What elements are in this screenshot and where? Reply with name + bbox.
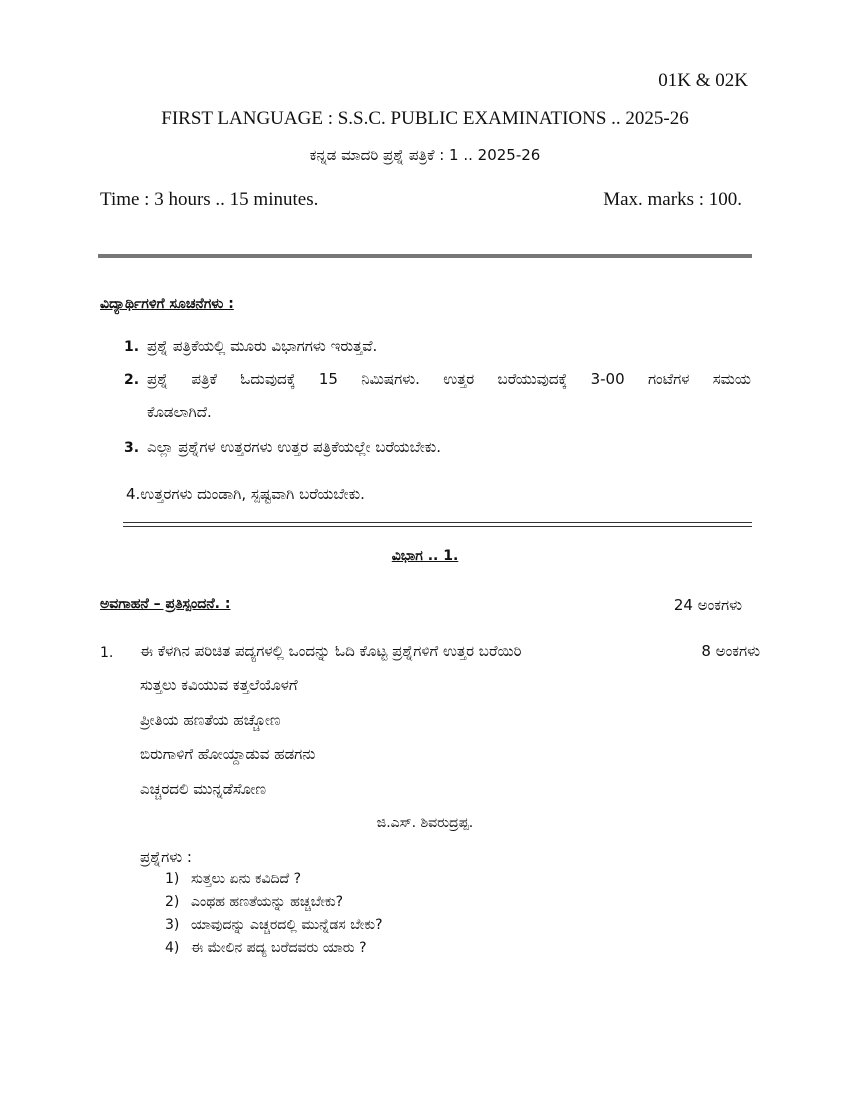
instruction-text: 4.ಉತ್ತರಗಳು ದುಂಡಾಗಿ, ಸ್ಪಷ್ಟವಾಗಿ ಬರೆಯಬೇಕು. (126, 485, 365, 503)
sub-question (165, 940, 367, 956)
part-title: ಅವಗಾಹನೆ – ಪ್ರತಿಸ್ಪಂದನೆ. : (100, 596, 231, 612)
header-divider (98, 254, 752, 258)
poem-line: ಬಿರುಗಾಳಿಗೆ ಹೋಯ್ದಾಡುವ ಹಡಗನು (140, 745, 316, 763)
part-marks: 24 ಅಂಕಗಳು (673, 596, 742, 614)
paper-code: 01K & 02K (658, 70, 748, 91)
question-number: 1. (100, 645, 114, 661)
poem-line: ಎಚ್ಚರದಲಿ ಮುನ್ನಡೆಸೋಣ (140, 780, 266, 798)
sub-question-text: ಈ ಮೇಲಿನ ಪದ್ಯ ಬರೆದವರು ಯಾರು ? (191, 940, 367, 956)
question-text: ಈ ಕೆಳಗಿನ ಪರಿಚಿತ ಪದ್ಯಗಳಲ್ಲಿ ಒಂದನ್ನು ಓದಿ ಕೊಟ್ಟ ಪ್ರಶ್ನೆಗಳಿಗೆ ಉತ್ತರ ಬರೆಯಿರಿ (140, 642, 522, 660)
sub-question-text: ಎಂಥಹ ಹಣತೆಯನ್ನು ಹಚ್ಚಬೇಕು? (191, 894, 344, 910)
instruction-text-continued: ಕೊಡಲಾಗಿದೆ. (147, 403, 212, 421)
poem-line: ಪ್ರೀತಿಯ ಹಣತೆಯ ಹಚ್ಚೋಣ (140, 711, 281, 729)
section-divider (123, 522, 752, 527)
time-allowed: Time : 3 hours .. 15 minutes. (100, 189, 319, 210)
instruction-text: ಎಲ್ಲಾ ಪ್ರಶ್ನೆಗಳ ಉತ್ತರಗಳು ಉತ್ತರ ಪತ್ರಿಕೆಯಲ್ಲೇ ಬರೆಯಬೇಕು. (147, 438, 442, 456)
poet-name: ಜಿ.ಎಸ್. ಶಿವರುದ್ರಪ್ಪ. (376, 815, 474, 831)
exam-title: FIRST LANGUAGE : S.S.C. PUBLIC EXAMINATIONS .. 2025-26 (161, 108, 689, 129)
section-title: ವಿಭಾಗ .. 1. (391, 548, 459, 564)
exam-subtitle: ಕನ್ನಡ ಮಾದರಿ ಪ್ರಶ್ನೆ ಪತ್ರಿಕೆ : 1 .. 2025-26 (309, 146, 541, 164)
sub-question-text: ಸುತ್ತಲು ಏನು ಕವಿದಿದೆ ? (191, 871, 302, 887)
sub-question-number: 4) (165, 940, 180, 956)
instruction-number: 3. (124, 440, 140, 456)
question-marks: 8 ಅಂಕಗಳು (701, 642, 760, 660)
instruction-text: ಪ್ರಶ್ನೆ ಪತ್ರಿಕೆ ಓದುವುದಕ್ಕೆ 15 ನಿಮಿಷಗಳು. ಉತ್ತರ ಬರೆಯುವುದಕ್ಕೆ 3-00 ಗಂಟೆಗಳ ಸಮಯ (147, 370, 751, 388)
sub-question (165, 894, 343, 910)
instructions-heading: ವಿದ್ಯಾರ್ಥಿಗಳಿಗೆ ಸೂಚನೆಗಳು : (100, 296, 234, 312)
poem-line: ಸುತ್ತಲು ಕವಿಯುವ ಕತ್ತಲೆಯೊಳಗೆ (140, 676, 298, 694)
sub-question-number: 1) (165, 871, 180, 887)
sub-question-text: ಯಾವುದನ್ನು ಎಚ್ಚರದಲ್ಲಿ ಮುನ್ನೆಡಸ ಬೇಕು? (191, 917, 383, 933)
sub-question-number: 3) (165, 917, 180, 933)
instruction-number: 2. (124, 372, 140, 388)
max-marks: Max. marks : 100. (603, 189, 742, 210)
sub-question-number: 2) (165, 894, 180, 910)
sub-question (165, 917, 383, 933)
questions-heading: ಪ್ರಶ್ನೆಗಳು : (140, 848, 192, 866)
instruction-number: 1. (124, 339, 140, 355)
sub-question (165, 871, 301, 887)
instruction-text: ಪ್ರಶ್ನೆ ಪತ್ರಿಕೆಯಲ್ಲಿ ಮೂರು ವಿಭಾಗಗಳು ಇರುತ್ತವೆ. (147, 337, 378, 355)
